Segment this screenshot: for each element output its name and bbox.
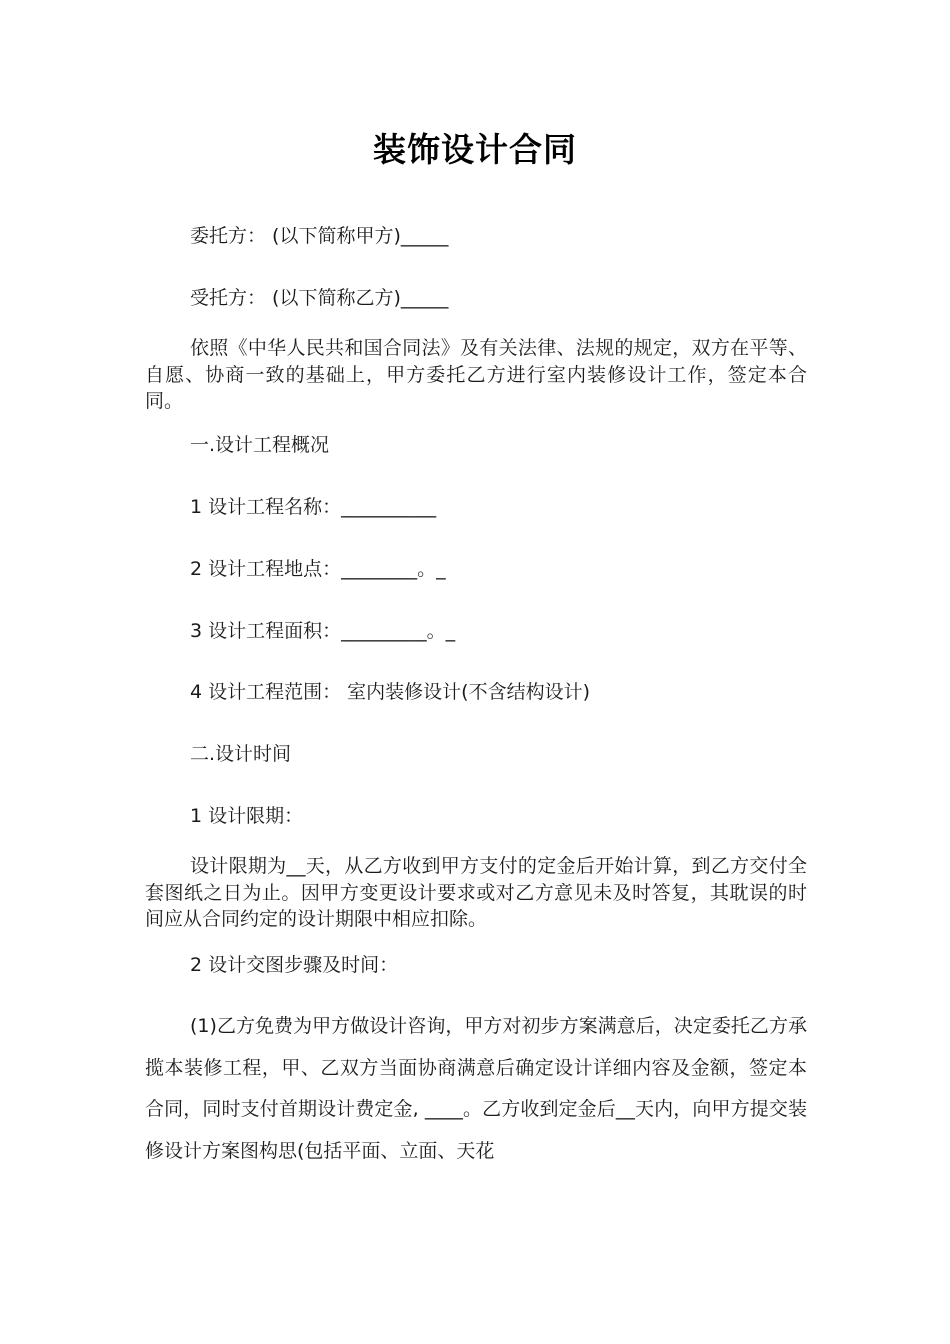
design-deadline-heading: 1 设计限期： [190, 805, 304, 827]
client-party-line: 委托方： (以下简称甲方)_____ [190, 225, 449, 247]
project-area-item: 3 设计工程面积：_________。_ [190, 620, 456, 642]
intro-paragraph: 依照《中华人民共和国合同法》及有关法律、法规的规定，双方在平等、自愿、协商一致的基础上，甲方委托乙方进行室内装修设计工作，签定本合同。 [145, 337, 807, 412]
contractor-party-line: 受托方： (以下简称乙方)_____ [190, 287, 449, 309]
project-scope-item: 4 设计工程范围： 室内装修设计(不含结构设计) [190, 681, 590, 703]
project-name-item: 1 设计工程名称：__________ [190, 496, 437, 518]
section1-heading: 一.设计工程概况 [190, 434, 330, 456]
delivery-steps-heading: 2 设计交图步骤及时间： [190, 954, 399, 976]
delivery-step1-paragraph: (1)乙方免费为甲方做设计咨询，甲方对初步方案满意后，决定委托乙方承揽本装修工程，甲、乙双方当面协商满意后确定设计详细内容及金额，签定本合同，同时支付首期设计费定金, ____。乙方收到定金后__天内，向甲方提交装修设计方案图构思(包括平面、立面、天花 [145, 1015, 807, 1162]
document-title: 装饰设计合同 [373, 130, 577, 169]
section2-heading: 二.设计时间 [190, 743, 292, 765]
project-location-item: 2 设计工程地点：________。_ [190, 558, 446, 580]
design-deadline-paragraph: 设计限期为__天，从乙方收到甲方支付的定金后开始计算，到乙方交付全套图纸之日为止。因甲方变更设计要求或对乙方意见未及时答复，其耽误的时间应从合同约定的设计期限中相应扣除。 [145, 855, 807, 930]
